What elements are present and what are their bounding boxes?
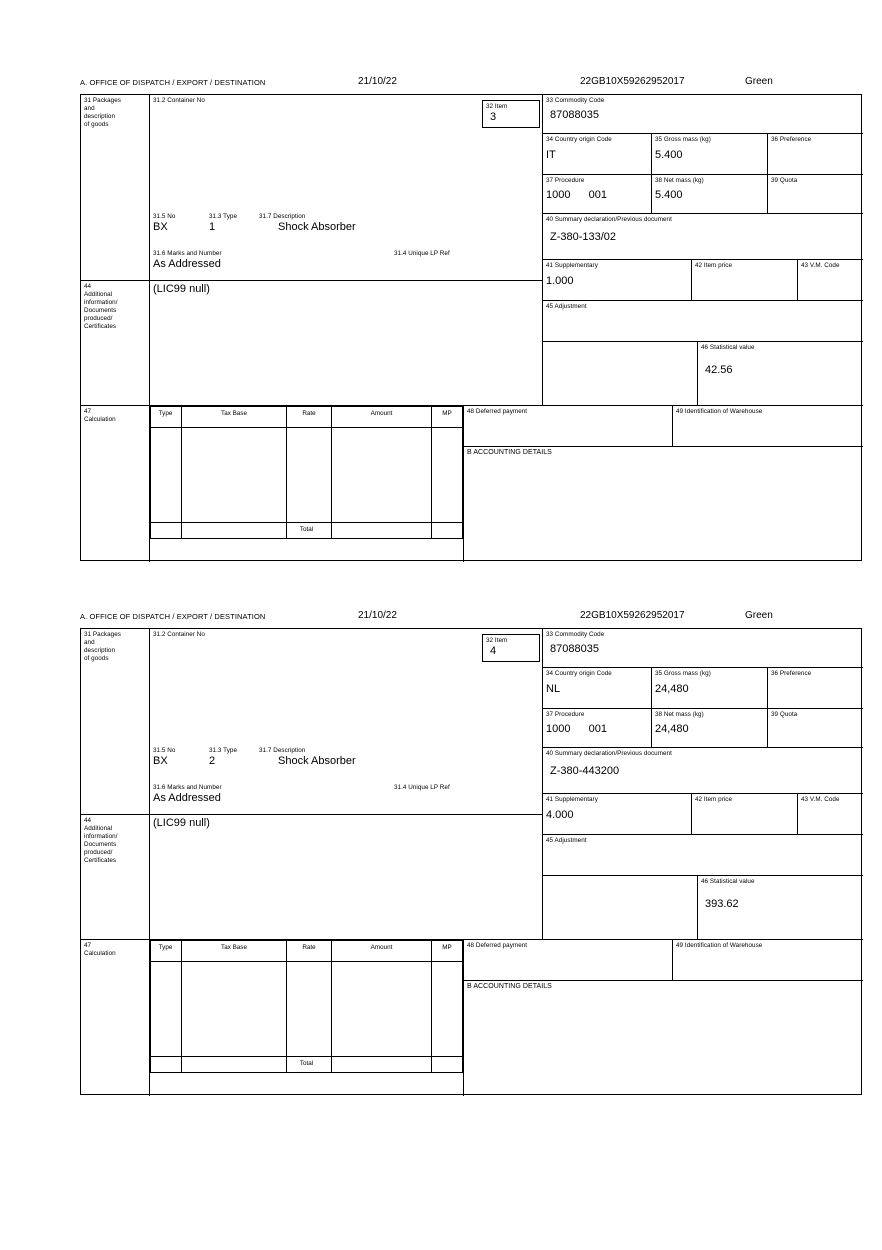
calc-header-mp: MP [442, 944, 452, 951]
procedure-field: 37 Procedure 1000 001 [546, 711, 607, 735]
procedure-code-2: 001 [588, 189, 607, 201]
package-type-field: 31.3 Type 2 [209, 747, 237, 767]
declaration-date: 21/10/22 [358, 76, 397, 87]
form-header-1 [80, 78, 862, 94]
commodity-code-field: 33 Commodity Code 87088035 [546, 631, 605, 655]
preference-field: 36 Preference [771, 136, 812, 143]
marks-and-numbers-field: 31.6 Marks and Number As Addressed [153, 250, 222, 270]
accounting-details-field: B ACCOUNTING DETAILS [467, 449, 552, 456]
gross-mass-field: 35 Gross mass (kg) 5.400 [655, 136, 711, 161]
calc-total-label: Total [299, 526, 314, 533]
warehouse-identification-field: 49 Identification of Warehouse [676, 942, 763, 949]
package-no-field: 31.5 No BX [153, 747, 176, 767]
item-price-field: 42 Item price [695, 796, 733, 803]
form-header-2 [80, 612, 862, 628]
item-number-box: 32 Item 3 [482, 100, 540, 128]
declaration-form-2 [80, 612, 862, 1095]
procedure-field: 37 Procedure 1000 001 [546, 177, 607, 201]
box44-label: 44 Additional information/ Documents produced/ Certificates [84, 283, 118, 330]
calc-header-amount: Amount [370, 410, 393, 417]
route-lane: Green [745, 76, 773, 87]
declaration-form-1 [80, 78, 862, 561]
deferred-payment-field: 48 Deferred payment [467, 408, 528, 415]
container-no-field: 31.2 Container No [153, 97, 205, 104]
calc-header-type: Type [158, 410, 173, 417]
calc-header-rate: Rate [302, 410, 316, 417]
statistical-value-field: 46 Statistical value 393.62 [701, 878, 755, 910]
declaration-box-2 [80, 628, 862, 1095]
container-no-field: 31.2 Container No [153, 631, 205, 638]
gross-mass-field: 35 Gross mass (kg) 24,480 [655, 670, 711, 695]
box47-label: 47 Calculation [84, 942, 116, 957]
vm-code-field: 43 V.M. Code [801, 796, 840, 803]
adjustment-field: 45 Adjustment [546, 837, 587, 844]
box31-label: 31 Packages and description of goods [84, 631, 121, 662]
item-number-box: 32 Item 4 [482, 634, 540, 662]
deferred-payment-field: 48 Deferred payment [467, 942, 528, 949]
box31-label: 31 Packages and description of goods [84, 97, 121, 128]
supplementary-field: 41 Supplementary 4.000 [546, 796, 598, 821]
box47-label: 47 Calculation [84, 408, 116, 423]
office-dispatch-label: A. OFFICE OF DISPATCH / EXPORT / DESTINATION [80, 612, 266, 621]
accounting-details-field: B ACCOUNTING DETAILS [467, 983, 552, 990]
commodity-code-field: 33 Commodity Code 87088035 [546, 97, 605, 121]
calc-header-taxbase: Tax Base [221, 410, 247, 417]
calc-header-mp: MP [442, 410, 452, 417]
declaration-date: 21/10/22 [358, 610, 397, 621]
unique-lp-ref-field: 31.4 Unique LP Ref [394, 784, 450, 791]
calc-header-type: Type [158, 944, 173, 951]
marks-and-numbers-field: 31.6 Marks and Number As Addressed [153, 784, 222, 804]
statistical-value-field: 46 Statistical value 42.56 [701, 344, 755, 376]
movement-reference-number: 22GB10X59262952017 [580, 76, 685, 87]
preference-field: 36 Preference [771, 670, 812, 677]
office-dispatch-label: A. OFFICE OF DISPATCH / EXPORT / DESTINATION [80, 78, 266, 87]
declaration-box-1 [80, 94, 862, 561]
additional-information-value: (LIC99 null) [153, 283, 210, 295]
procedure-code-1: 1000 [546, 189, 571, 201]
country-origin-field: 34 Country origin Code IT [546, 136, 612, 161]
country-origin-field: 34 Country origin Code NL [546, 670, 612, 695]
adjustment-field: 45 Adjustment [546, 303, 587, 310]
quota-field: 39 Quota [771, 711, 798, 718]
movement-reference-number: 22GB10X59262952017 [580, 610, 685, 621]
box44-label: 44 Additional information/ Documents produced/ Certificates [84, 817, 118, 864]
additional-information-value: (LIC99 null) [153, 817, 210, 829]
vm-code-field: 43 V.M. Code [801, 262, 840, 269]
goods-description-field: 31.7 Description Shock Absorber [259, 747, 356, 767]
quota-field: 39 Quota [771, 177, 798, 184]
unique-lp-ref-field: 31.4 Unique LP Ref [394, 250, 450, 257]
calc-header-taxbase: Tax Base [221, 944, 247, 951]
calc-header-rate: Rate [302, 944, 316, 951]
supplementary-field: 41 Supplementary 1.000 [546, 262, 598, 287]
package-no-field: 31.5 No BX [153, 213, 176, 233]
procedure-code-2: 001 [588, 723, 607, 735]
goods-description-field: 31.7 Description Shock Absorber [259, 213, 356, 233]
summary-declaration-field: 40 Summary declaration/Previous document Z-380-443200 [546, 750, 672, 777]
warehouse-identification-field: 49 Identification of Warehouse [676, 408, 763, 415]
item-price-field: 42 Item price [695, 262, 733, 269]
calc-header-amount: Amount [370, 944, 393, 951]
net-mass-field: 38 Net mass (kg) 5.400 [655, 177, 704, 201]
net-mass-field: 38 Net mass (kg) 24,480 [655, 711, 704, 735]
summary-declaration-field: 40 Summary declaration/Previous document Z-380-133/02 [546, 216, 672, 243]
package-type-field: 31.3 Type 1 [209, 213, 237, 233]
calc-total-label: Total [299, 1060, 314, 1067]
route-lane: Green [745, 610, 773, 621]
procedure-code-1: 1000 [546, 723, 571, 735]
